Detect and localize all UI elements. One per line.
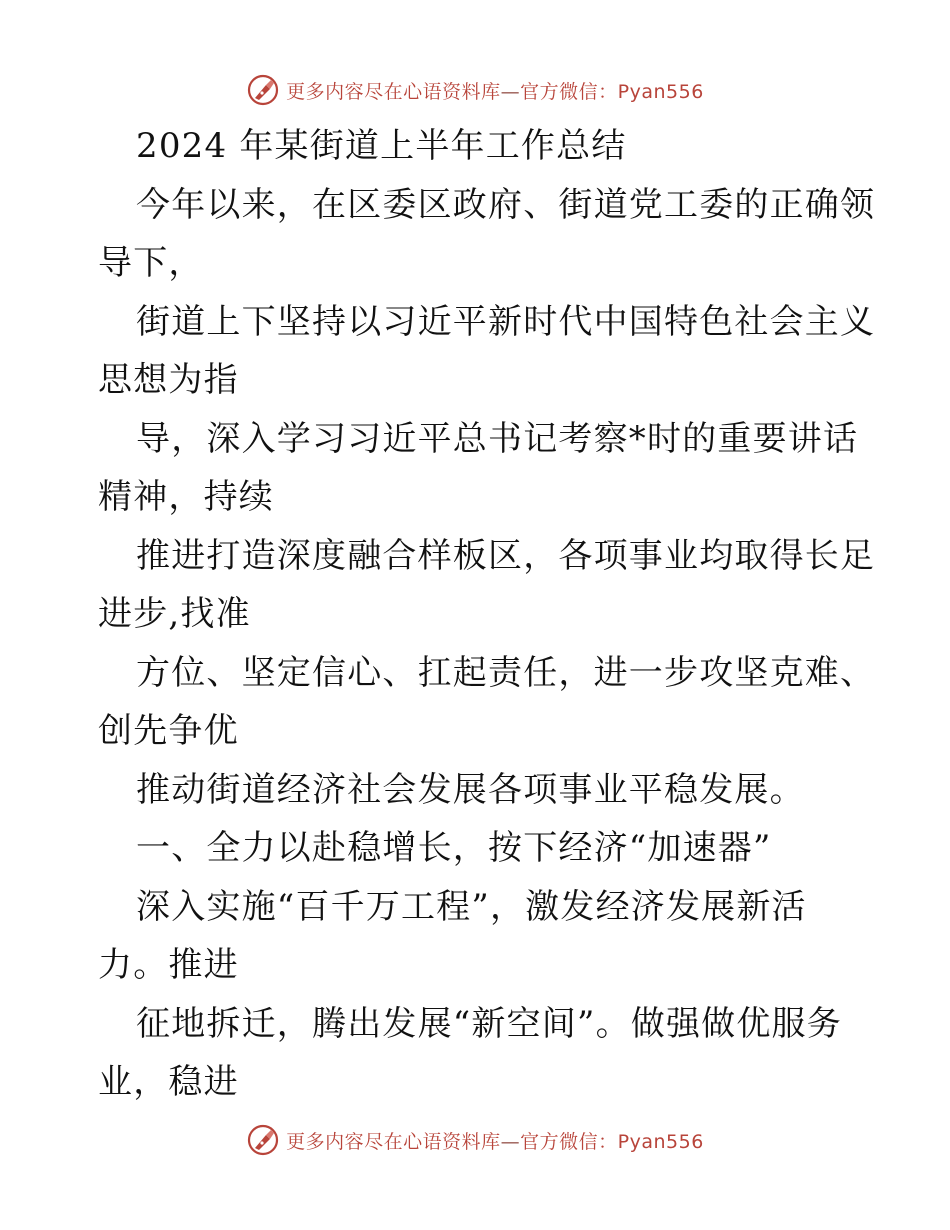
paragraph-line: 征地拆迁，腾出发展“新空间”。做强做优服务 [136,1003,842,1044]
paragraph-line: 街道上下坚持以习近平新时代中国特色社会主义 [136,301,876,342]
paragraph-line: 导下， [98,243,204,283]
paragraph-line: 思想为指 [98,360,239,400]
paragraph-line: 深入实施“百千万工程”，激发经济发展新活 [136,886,807,927]
pen-nib-logo-icon [246,73,280,107]
pen-nib-logo-icon [246,1123,280,1157]
watermark-header [0,70,950,110]
paragraph-line: 推动街道经济社会发展各项事业平稳发展。 [136,769,805,810]
watermark-dash: — [500,80,521,103]
watermark-dash: — [500,1130,521,1153]
paragraph-line: 业，稳进 [98,1062,239,1102]
paragraph-line: 导，深入学习习近平总书记考察*时的重要讲话 [136,418,859,459]
watermark-text: 更多内容尽在心语资料库 [286,80,501,103]
paragraph-line: 今年以来，在区委区政府、街道党工委的正确领 [136,184,876,225]
paragraph-line: 力。推进 [98,945,239,985]
section-heading: 一、全力以赴稳增长，按下经济“加速器” [136,828,772,868]
paragraph-line: 创先争优 [98,711,239,751]
document-title: 2024 年某街道上半年工作总结 [136,126,627,166]
paragraph-line: 精神，持续 [98,477,274,517]
watermark-footer [0,1120,950,1160]
paragraph-line: 方位、坚定信心、扛起责任，进一步攻坚克难、 [136,652,876,693]
watermark-suffix: 官方微信：Pyan556 [520,80,704,103]
paragraph-line: 推进打造深度融合样板区，各项事业均取得长足 [136,535,876,576]
watermark-suffix: 官方微信：Pyan556 [520,1130,704,1153]
document-body [98,117,876,1112]
paragraph-line: 进步,找准 [98,594,251,634]
watermark-text: 更多内容尽在心语资料库 [286,1130,501,1153]
